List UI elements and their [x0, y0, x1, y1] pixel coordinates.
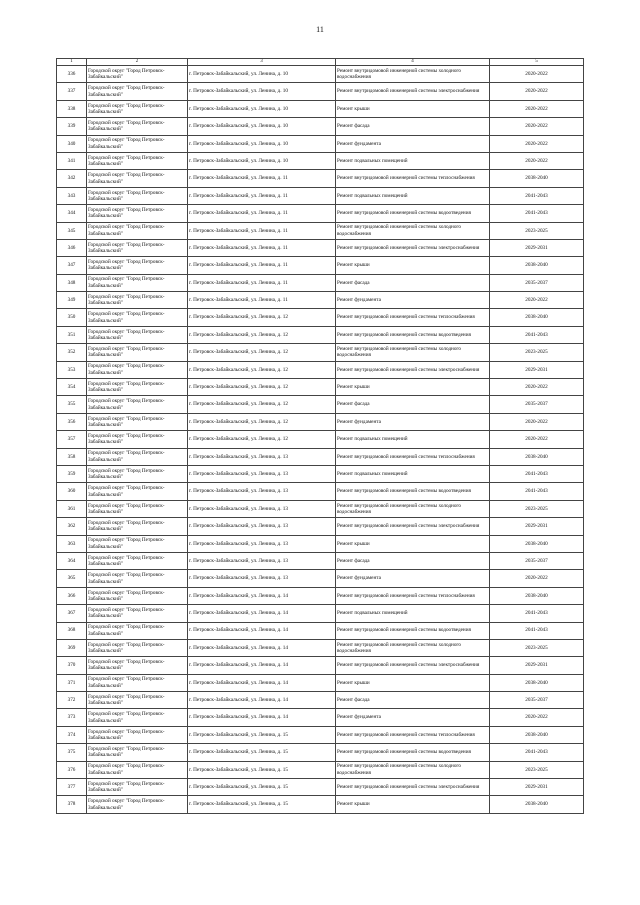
municipality-cell: Городской округ "Город Петровск-Забайкальский" [87, 396, 188, 413]
address-cell: г. Петровск-Забайкальский, ул. Ленина, д. 11 [188, 257, 336, 274]
municipality-cell: Городской округ "Город Петровск-Забайкальский" [87, 448, 188, 465]
period-cell: 2020-2022 [490, 66, 584, 83]
table-row [57, 796, 584, 813]
row-number: 346 [57, 239, 87, 256]
table-row [57, 396, 584, 413]
address-cell: г. Петровск-Забайкальский, ул. Ленина, д. 12 [188, 344, 336, 361]
work-type-cell: Ремонт внутридомовой инженерной системы теплоснабжения [336, 587, 490, 604]
table-row [57, 205, 584, 222]
work-type-cell: Ремонт подвальных помещений [336, 605, 490, 622]
period-cell: 2023-2025 [490, 761, 584, 778]
work-type-cell: Ремонт крыши [336, 535, 490, 552]
row-number: 354 [57, 379, 87, 396]
work-type-cell: Ремонт внутридомовой инженерной системы водоотведения [336, 744, 490, 761]
municipality-cell: Городской округ "Город Петровск-Забайкальский" [87, 465, 188, 482]
address-cell: г. Петровск-Забайкальский, ул. Ленина, д. 14 [188, 622, 336, 639]
municipality-cell: Городской округ "Город Петровск-Забайкальский" [87, 170, 188, 187]
table-row [57, 431, 584, 448]
work-type-cell: Ремонт фасада [336, 274, 490, 291]
work-type-cell: Ремонт крыши [336, 674, 490, 691]
row-number: 351 [57, 326, 87, 343]
municipality-cell: Городской округ "Город Петровск-Забайкальский" [87, 605, 188, 622]
row-number: 378 [57, 796, 87, 813]
municipality-cell: Городской округ "Город Петровск-Забайкальский" [87, 744, 188, 761]
municipality-cell: Городской округ "Город Петровск-Забайкальский" [87, 709, 188, 726]
work-type-cell: Ремонт внутридомовой инженерной системы холодного водоснабжения [336, 222, 490, 239]
row-number: 374 [57, 726, 87, 743]
column-header: 1 [57, 59, 87, 66]
address-cell: г. Петровск-Забайкальский, ул. Ленина, д. 10 [188, 83, 336, 100]
work-type-cell: Ремонт внутридомовой инженерной системы холодного водоснабжения [336, 66, 490, 83]
period-cell: 2038-2040 [490, 309, 584, 326]
row-number: 371 [57, 674, 87, 691]
table-row [57, 344, 584, 361]
row-number: 369 [57, 639, 87, 656]
municipality-cell: Городской округ "Город Петровск-Забайкальский" [87, 518, 188, 535]
address-cell: г. Петровск-Забайкальский, ул. Ленина, д. 13 [188, 552, 336, 569]
row-number: 358 [57, 448, 87, 465]
period-cell: 2020-2022 [490, 709, 584, 726]
period-cell: 2029-2031 [490, 361, 584, 378]
work-type-cell: Ремонт внутридомовой инженерной системы электроснабжения [336, 239, 490, 256]
period-cell: 2038-2040 [490, 587, 584, 604]
row-number: 338 [57, 100, 87, 117]
work-type-cell: Ремонт внутридомовой инженерной системы водоотведения [336, 205, 490, 222]
period-cell: 2041-2043 [490, 205, 584, 222]
work-type-cell: Ремонт фасада [336, 118, 490, 135]
row-number: 337 [57, 83, 87, 100]
address-cell: г. Петровск-Забайкальский, ул. Ленина, д. 11 [188, 170, 336, 187]
municipality-cell: Городской округ "Город Петровск-Забайкальский" [87, 622, 188, 639]
address-cell: г. Петровск-Забайкальский, ул. Ленина, д. 14 [188, 692, 336, 709]
column-header: 2 [87, 59, 188, 66]
address-cell: г. Петровск-Забайкальский, ул. Ленина, д. 11 [188, 239, 336, 256]
municipality-cell: Городской округ "Город Петровск-Забайкальский" [87, 222, 188, 239]
municipality-cell: Городской округ "Город Петровск-Забайкальский" [87, 309, 188, 326]
municipality-cell: Городской округ "Город Петровск-Забайкальский" [87, 570, 188, 587]
address-cell: г. Петровск-Забайкальский, ул. Ленина, д. 11 [188, 292, 336, 309]
row-number: 353 [57, 361, 87, 378]
row-number: 336 [57, 66, 87, 83]
row-number: 348 [57, 274, 87, 291]
municipality-cell: Городской округ "Город Петровск-Забайкальский" [87, 639, 188, 656]
address-cell: г. Петровск-Забайкальский, ул. Ленина, д. 10 [188, 152, 336, 169]
period-cell: 2020-2022 [490, 431, 584, 448]
period-cell: 2020-2022 [490, 118, 584, 135]
work-schedule-table [56, 58, 584, 814]
work-type-cell: Ремонт внутридомовой инженерной системы теплоснабжения [336, 448, 490, 465]
row-number: 340 [57, 135, 87, 152]
column-header: 3 [188, 59, 336, 66]
row-number: 364 [57, 552, 87, 569]
address-cell: г. Петровск-Забайкальский, ул. Ленина, д. 14 [188, 587, 336, 604]
row-number: 375 [57, 744, 87, 761]
period-cell: 2038-2040 [490, 257, 584, 274]
work-type-cell: Ремонт внутридомовой инженерной системы холодного водоснабжения [336, 761, 490, 778]
address-cell: г. Петровск-Забайкальский, ул. Ленина, д. 15 [188, 744, 336, 761]
period-cell: 2035-2037 [490, 692, 584, 709]
row-number: 376 [57, 761, 87, 778]
row-number: 370 [57, 657, 87, 674]
row-number: 347 [57, 257, 87, 274]
table-row [57, 326, 584, 343]
address-cell: г. Петровск-Забайкальский, ул. Ленина, д. 11 [188, 205, 336, 222]
row-number: 372 [57, 692, 87, 709]
address-cell: г. Петровск-Забайкальский, ул. Ленина, д. 11 [188, 274, 336, 291]
address-cell: г. Петровск-Забайкальский, ул. Ленина, д. 11 [188, 222, 336, 239]
work-type-cell: Ремонт внутридомовой инженерной системы теплоснабжения [336, 726, 490, 743]
table-row [57, 135, 584, 152]
row-number: 355 [57, 396, 87, 413]
municipality-cell: Городской округ "Город Петровск-Забайкальский" [87, 187, 188, 204]
period-cell: 2041-2043 [490, 326, 584, 343]
address-cell: г. Петровск-Забайкальский, ул. Ленина, д. 10 [188, 66, 336, 83]
municipality-cell: Городской округ "Город Петровск-Забайкальский" [87, 779, 188, 796]
municipality-cell: Городской округ "Город Петровск-Забайкальский" [87, 413, 188, 430]
row-number: 356 [57, 413, 87, 430]
table-row [57, 535, 584, 552]
address-cell: г. Петровск-Забайкальский, ул. Ленина, д. 12 [188, 396, 336, 413]
municipality-cell: Городской округ "Город Петровск-Забайкальский" [87, 292, 188, 309]
row-number: 363 [57, 535, 87, 552]
period-cell: 2041-2043 [490, 622, 584, 639]
work-type-cell: Ремонт подвальных помещений [336, 465, 490, 482]
table-row [57, 483, 584, 500]
table-row [57, 187, 584, 204]
address-cell: г. Петровск-Забайкальский, ул. Ленина, д. 12 [188, 361, 336, 378]
municipality-cell: Городской округ "Город Петровск-Забайкальский" [87, 100, 188, 117]
municipality-cell: Городской округ "Город Петровск-Забайкальский" [87, 726, 188, 743]
address-cell: г. Петровск-Забайкальский, ул. Ленина, д. 15 [188, 796, 336, 813]
period-cell: 2023-2025 [490, 222, 584, 239]
table-row [57, 726, 584, 743]
municipality-cell: Городской округ "Город Петровск-Забайкальский" [87, 83, 188, 100]
work-type-cell: Ремонт внутридомовой инженерной системы холодного водоснабжения [336, 500, 490, 517]
period-cell: 2038-2040 [490, 674, 584, 691]
period-cell: 2038-2040 [490, 726, 584, 743]
municipality-cell: Городской округ "Город Петровск-Забайкальский" [87, 135, 188, 152]
table-row [57, 605, 584, 622]
period-cell: 2041-2043 [490, 187, 584, 204]
address-cell: г. Петровск-Забайкальский, ул. Ленина, д. 15 [188, 726, 336, 743]
row-number: 361 [57, 500, 87, 517]
work-type-cell: Ремонт внутридомовой инженерной системы электроснабжения [336, 518, 490, 535]
address-cell: г. Петровск-Забайкальский, ул. Ленина, д. 13 [188, 570, 336, 587]
work-type-cell: Ремонт внутридомовой инженерной системы электроснабжения [336, 779, 490, 796]
work-type-cell: Ремонт фасада [336, 692, 490, 709]
table-row [57, 657, 584, 674]
period-cell: 2023-2025 [490, 500, 584, 517]
municipality-cell: Городской округ "Город Петровск-Забайкальский" [87, 66, 188, 83]
municipality-cell: Городской округ "Город Петровск-Забайкальский" [87, 431, 188, 448]
row-number: 343 [57, 187, 87, 204]
address-cell: г. Петровск-Забайкальский, ул. Ленина, д. 10 [188, 135, 336, 152]
table-row [57, 709, 584, 726]
period-cell: 2038-2040 [490, 448, 584, 465]
row-number: 362 [57, 518, 87, 535]
row-number: 344 [57, 205, 87, 222]
address-cell: г. Петровск-Забайкальский, ул. Ленина, д. 12 [188, 379, 336, 396]
address-cell: г. Петровск-Забайкальский, ул. Ленина, д. 13 [188, 518, 336, 535]
address-cell: г. Петровск-Забайкальский, ул. Ленина, д. 15 [188, 779, 336, 796]
period-cell: 2038-2040 [490, 535, 584, 552]
municipality-cell: Городской округ "Город Петровск-Забайкальский" [87, 483, 188, 500]
address-cell: г. Петровск-Забайкальский, ул. Ленина, д. 12 [188, 309, 336, 326]
address-cell: г. Петровск-Забайкальский, ул. Ленина, д. 14 [188, 605, 336, 622]
table-row [57, 465, 584, 482]
row-number: 350 [57, 309, 87, 326]
municipality-cell: Городской округ "Город Петровск-Забайкальский" [87, 692, 188, 709]
address-cell: г. Петровск-Забайкальский, ул. Ленина, д. 12 [188, 413, 336, 430]
table-row [57, 570, 584, 587]
work-type-cell: Ремонт подвальных помещений [336, 187, 490, 204]
work-type-cell: Ремонт подвальных помещений [336, 431, 490, 448]
municipality-cell: Городской округ "Город Петровск-Забайкальский" [87, 552, 188, 569]
table-row [57, 692, 584, 709]
row-number: 373 [57, 709, 87, 726]
table-row [57, 761, 584, 778]
municipality-cell: Городской округ "Город Петровск-Забайкальский" [87, 326, 188, 343]
municipality-cell: Городской округ "Город Петровск-Забайкальский" [87, 274, 188, 291]
municipality-cell: Городской округ "Город Петровск-Забайкальский" [87, 657, 188, 674]
work-type-cell: Ремонт внутридомовой инженерной системы теплоснабжения [336, 309, 490, 326]
table-row [57, 587, 584, 604]
period-cell: 2029-2031 [490, 239, 584, 256]
period-cell: 2041-2043 [490, 605, 584, 622]
work-type-cell: Ремонт внутридомовой инженерной системы электроснабжения [336, 361, 490, 378]
work-type-cell: Ремонт крыши [336, 100, 490, 117]
row-number: 339 [57, 118, 87, 135]
table-row [57, 379, 584, 396]
work-type-cell: Ремонт фундамента [336, 135, 490, 152]
address-cell: г. Петровск-Забайкальский, ул. Ленина, д. 10 [188, 118, 336, 135]
municipality-cell: Городской округ "Город Петровск-Забайкальский" [87, 257, 188, 274]
municipality-cell: Городской округ "Город Петровск-Забайкальский" [87, 796, 188, 813]
table-row [57, 309, 584, 326]
period-cell: 2035-2037 [490, 396, 584, 413]
row-number: 352 [57, 344, 87, 361]
address-cell: г. Петровск-Забайкальский, ул. Ленина, д. 11 [188, 187, 336, 204]
work-type-cell: Ремонт фасада [336, 396, 490, 413]
period-cell: 2023-2025 [490, 639, 584, 656]
period-cell: 2020-2022 [490, 100, 584, 117]
address-cell: г. Петровск-Забайкальский, ул. Ленина, д. 14 [188, 674, 336, 691]
column-header: 5 [490, 59, 584, 66]
work-type-cell: Ремонт внутридомовой инженерной системы электроснабжения [336, 83, 490, 100]
table-row [57, 744, 584, 761]
row-number: 357 [57, 431, 87, 448]
work-type-cell: Ремонт фундамента [336, 709, 490, 726]
row-number: 366 [57, 587, 87, 604]
address-cell: г. Петровск-Забайкальский, ул. Ленина, д. 12 [188, 431, 336, 448]
period-cell: 2020-2022 [490, 292, 584, 309]
table-row [57, 239, 584, 256]
table-row [57, 152, 584, 169]
page-number: 11 [316, 25, 324, 34]
row-number: 341 [57, 152, 87, 169]
period-cell: 2029-2031 [490, 779, 584, 796]
table-row [57, 361, 584, 378]
table-row [57, 170, 584, 187]
table-row [57, 100, 584, 117]
period-cell: 2041-2043 [490, 483, 584, 500]
period-cell: 2020-2022 [490, 379, 584, 396]
address-cell: г. Петровск-Забайкальский, ул. Ленина, д. 13 [188, 483, 336, 500]
work-type-cell: Ремонт внутридомовой инженерной системы водоотведения [336, 483, 490, 500]
address-cell: г. Петровск-Забайкальский, ул. Ленина, д. 12 [188, 326, 336, 343]
period-cell: 2023-2025 [490, 344, 584, 361]
row-number: 368 [57, 622, 87, 639]
row-number: 349 [57, 292, 87, 309]
address-cell: г. Петровск-Забайкальский, ул. Ленина, д. 14 [188, 639, 336, 656]
period-cell: 2041-2043 [490, 465, 584, 482]
period-cell: 2035-2037 [490, 552, 584, 569]
municipality-cell: Городской округ "Город Петровск-Забайкальский" [87, 379, 188, 396]
row-number: 367 [57, 605, 87, 622]
table-row [57, 639, 584, 656]
municipality-cell: Городской округ "Город Петровск-Забайкальский" [87, 118, 188, 135]
period-cell: 2020-2022 [490, 413, 584, 430]
address-cell: г. Петровск-Забайкальский, ул. Ленина, д. 10 [188, 100, 336, 117]
address-cell: г. Петровск-Забайкальский, ул. Ленина, д. 14 [188, 657, 336, 674]
municipality-cell: Городской округ "Город Петровск-Забайкальский" [87, 761, 188, 778]
period-cell: 2038-2040 [490, 170, 584, 187]
address-cell: г. Петровск-Забайкальский, ул. Ленина, д. 14 [188, 709, 336, 726]
work-type-cell: Ремонт крыши [336, 796, 490, 813]
row-number: 345 [57, 222, 87, 239]
work-type-cell: Ремонт крыши [336, 257, 490, 274]
table-row [57, 413, 584, 430]
column-header: 4 [336, 59, 490, 66]
municipality-cell: Городской округ "Город Петровск-Забайкальский" [87, 500, 188, 517]
work-type-cell: Ремонт внутридомовой инженерной системы холодного водоснабжения [336, 639, 490, 656]
work-type-cell: Ремонт фундамента [336, 570, 490, 587]
work-type-cell: Ремонт внутридомовой инженерной системы водоотведения [336, 326, 490, 343]
table-row [57, 257, 584, 274]
table-row [57, 274, 584, 291]
table-header-row [57, 59, 584, 66]
table-row [57, 83, 584, 100]
municipality-cell: Городской округ "Город Петровск-Забайкальский" [87, 361, 188, 378]
municipality-cell: Городской округ "Город Петровск-Забайкальский" [87, 674, 188, 691]
row-number: 360 [57, 483, 87, 500]
municipality-cell: Городской округ "Город Петровск-Забайкальский" [87, 344, 188, 361]
address-cell: г. Петровск-Забайкальский, ул. Ленина, д. 13 [188, 500, 336, 517]
work-type-cell: Ремонт подвальных помещений [336, 152, 490, 169]
table-row [57, 118, 584, 135]
period-cell: 2020-2022 [490, 135, 584, 152]
table-row [57, 292, 584, 309]
period-cell: 2041-2043 [490, 744, 584, 761]
period-cell: 2020-2022 [490, 83, 584, 100]
municipality-cell: Городской округ "Город Петровск-Забайкальский" [87, 587, 188, 604]
work-type-cell: Ремонт внутридомовой инженерной системы электроснабжения [336, 657, 490, 674]
period-cell: 2029-2031 [490, 657, 584, 674]
address-cell: г. Петровск-Забайкальский, ул. Ленина, д. 15 [188, 761, 336, 778]
work-type-cell: Ремонт фундамента [336, 413, 490, 430]
work-type-cell: Ремонт фундамента [336, 292, 490, 309]
row-number: 377 [57, 779, 87, 796]
table-row [57, 674, 584, 691]
period-cell: 2020-2022 [490, 152, 584, 169]
table-row [57, 448, 584, 465]
work-type-cell: Ремонт внутридомовой инженерной системы теплоснабжения [336, 170, 490, 187]
work-type-cell: Ремонт крыши [336, 379, 490, 396]
municipality-cell: Городской округ "Город Петровск-Забайкальский" [87, 205, 188, 222]
table-row [57, 500, 584, 517]
row-number: 359 [57, 465, 87, 482]
work-type-cell: Ремонт внутридомовой инженерной системы холодного водоснабжения [336, 344, 490, 361]
address-cell: г. Петровск-Забайкальский, ул. Ленина, д. 13 [188, 535, 336, 552]
table-row [57, 779, 584, 796]
address-cell: г. Петровск-Забайкальский, ул. Ленина, д. 13 [188, 465, 336, 482]
row-number: 342 [57, 170, 87, 187]
municipality-cell: Городской округ "Город Петровск-Забайкальский" [87, 152, 188, 169]
period-cell: 2029-2031 [490, 518, 584, 535]
work-type-cell: Ремонт фасада [336, 552, 490, 569]
table-row [57, 552, 584, 569]
period-cell: 2038-2040 [490, 796, 584, 813]
address-cell: г. Петровск-Забайкальский, ул. Ленина, д. 13 [188, 448, 336, 465]
table-row [57, 518, 584, 535]
period-cell: 2035-2037 [490, 274, 584, 291]
work-type-cell: Ремонт внутридомовой инженерной системы водоотведения [336, 622, 490, 639]
table-row [57, 622, 584, 639]
municipality-cell: Городской округ "Город Петровск-Забайкальский" [87, 239, 188, 256]
municipality-cell: Городской округ "Город Петровск-Забайкальский" [87, 535, 188, 552]
table-row [57, 222, 584, 239]
period-cell: 2020-2022 [490, 570, 584, 587]
table-row [57, 66, 584, 83]
row-number: 365 [57, 570, 87, 587]
